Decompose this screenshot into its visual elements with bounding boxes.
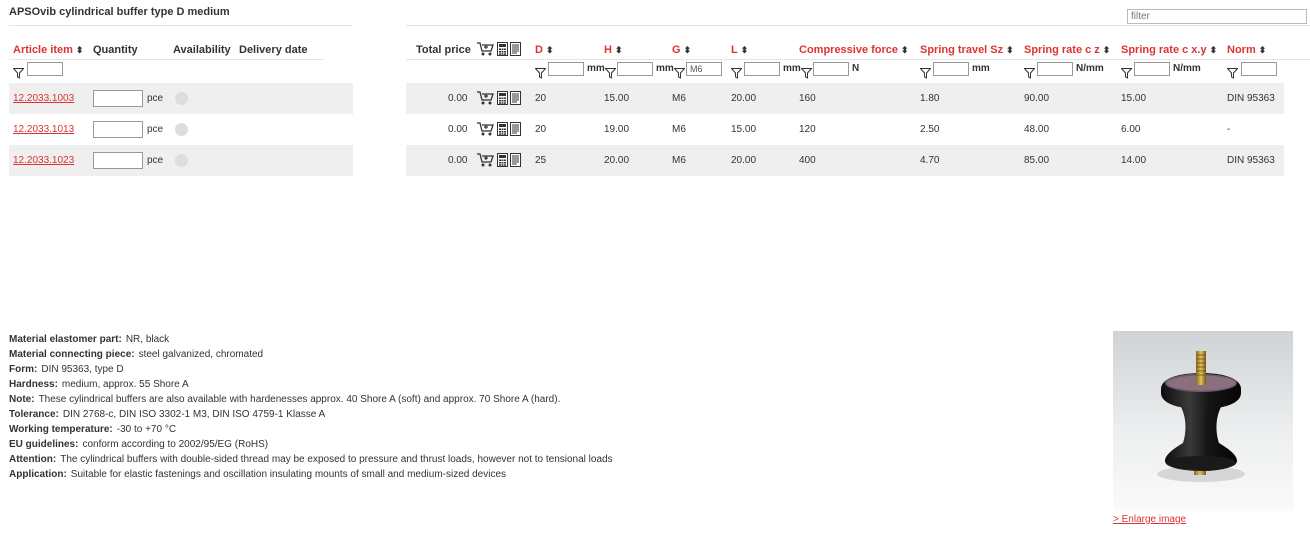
calculator-icon[interactable]: [497, 42, 508, 56]
header-divider: [9, 59, 323, 60]
spec-label: Note:: [9, 394, 35, 405]
cell-l: 20.00: [731, 155, 757, 166]
header-availability: Availability: [173, 44, 231, 56]
spec-line: [9, 362, 613, 377]
spec-line: [9, 452, 613, 467]
unit-mm: mm: [972, 63, 990, 74]
enlarge-image-link[interactable]: > Enlarge image: [1113, 514, 1187, 525]
article-link[interactable]: 12.2033.1013: [13, 124, 75, 135]
availability-dot: [175, 92, 188, 105]
cell-spring-rate-xy: 6.00: [1121, 124, 1141, 135]
funnel-icon[interactable]: [605, 68, 616, 79]
spec-label: Form:: [9, 364, 38, 375]
datasheet-icon[interactable]: [510, 122, 521, 136]
spec-label: Hardness:: [9, 379, 58, 390]
spec-line: [9, 332, 613, 347]
article-link[interactable]: 12.2033.1003: [13, 93, 75, 104]
datasheet-icon[interactable]: [510, 153, 521, 167]
cell-h: 19.00: [604, 124, 630, 135]
datasheet-icon[interactable]: [510, 42, 521, 56]
total-price: 0.00: [448, 124, 468, 135]
spec-value: NR, black: [125, 334, 170, 345]
unit-pce: pce: [147, 93, 164, 104]
row-action-icons: [477, 122, 523, 136]
spec-value: conform according to 2002/95/EG (RoHS): [82, 439, 269, 450]
title-divider: [9, 25, 353, 26]
header-g[interactable]: G ⬍: [672, 44, 692, 56]
cell-spring-travel: 4.70: [920, 155, 940, 166]
global-filter-input[interactable]: [1127, 9, 1307, 24]
spec-line: [9, 422, 613, 437]
sort-icon[interactable]: ⬍: [1102, 45, 1111, 55]
filter-rate-z-input[interactable]: [1037, 62, 1073, 76]
sort-icon[interactable]: ⬍: [75, 45, 84, 55]
cell-h: 20.00: [604, 155, 630, 166]
cell-d: 20: [535, 93, 547, 104]
funnel-icon[interactable]: [1227, 68, 1238, 79]
filter-travel-input[interactable]: [933, 62, 969, 76]
spec-label: Material elastomer part:: [9, 334, 122, 345]
funnel-icon[interactable]: [1121, 68, 1132, 79]
spec-label: Tolerance:: [9, 409, 59, 420]
unit-mm: mm: [783, 63, 801, 74]
availability-dot: [175, 123, 188, 136]
spec-line: [9, 467, 613, 482]
spec-label: Working temperature:: [9, 424, 113, 435]
cell-compressive-force: 400: [799, 155, 816, 166]
spec-line: [9, 347, 613, 362]
datasheet-icon[interactable]: [510, 91, 521, 105]
cell-l: 15.00: [731, 124, 757, 135]
unit-n-per-mm: N/mm: [1173, 63, 1201, 74]
sort-icon[interactable]: ⬍: [1209, 45, 1218, 55]
product-image[interactable]: [1113, 331, 1293, 511]
row-action-icons: [477, 91, 523, 105]
spec-value: The cylindrical buffers with double-sided thread may be exposed to pressure and thrust loads, however not to tensional loads: [60, 454, 613, 465]
cell-spring-rate-z: 90.00: [1024, 93, 1050, 104]
filter-norm-input[interactable]: [1241, 62, 1277, 76]
filter-h-input[interactable]: [617, 62, 653, 76]
header-h[interactable]: H ⬍: [604, 44, 623, 56]
buffer-illustration: [1113, 331, 1293, 511]
header-quantity: Quantity: [93, 44, 138, 56]
cart-icon[interactable]: [477, 122, 495, 136]
cell-spring-travel: 2.50: [920, 124, 940, 135]
availability-dot: [175, 154, 188, 167]
unit-n-per-mm: N/mm: [1076, 63, 1104, 74]
cart-icon[interactable]: [477, 42, 495, 56]
funnel-icon[interactable]: [801, 68, 812, 79]
spec-line: [9, 437, 613, 452]
calculator-icon[interactable]: [497, 91, 508, 105]
spec-value: These cylindrical buffers are also available with hardenesses approx. 40 Shore A (soft) and approx. 70 Shore A (hard).: [38, 394, 561, 405]
filter-l-input[interactable]: [744, 62, 780, 76]
sort-icon[interactable]: ⬍: [1006, 45, 1014, 55]
header-total-price: Total price: [416, 44, 471, 56]
spec-label: Attention:: [9, 454, 57, 465]
product-specs: [9, 332, 613, 482]
article-link[interactable]: 12.2033.1023: [13, 155, 75, 166]
calculator-icon[interactable]: [497, 153, 508, 167]
header-delivery-date: Delivery date: [239, 44, 308, 56]
calculator-icon[interactable]: [497, 122, 508, 136]
unit-mm: mm: [587, 63, 605, 74]
funnel-icon[interactable]: [674, 68, 685, 79]
spec-value: Suitable for elastic fastenings and oscillation insulating mounts of small and medium-sized devices: [70, 469, 507, 480]
spec-label: Material connecting piece:: [9, 349, 135, 360]
spec-value: DIN 95363, type D: [41, 364, 124, 375]
table-divider: [406, 25, 1310, 26]
cell-compressive-force: 120: [799, 124, 816, 135]
filter-d-input[interactable]: [548, 62, 584, 76]
cell-spring-rate-z: 48.00: [1024, 124, 1050, 135]
spec-line: [9, 407, 613, 422]
funnel-icon[interactable]: [731, 68, 742, 79]
cell-h: 15.00: [604, 93, 630, 104]
sort-icon[interactable]: ⬍: [614, 45, 623, 55]
page-title: APSOvib cylindrical buffer type D medium: [9, 6, 230, 18]
spec-value: steel galvanized, chromated: [138, 349, 264, 360]
unit-mm: mm: [656, 63, 674, 74]
cart-icon[interactable]: [477, 91, 495, 105]
header-article-item[interactable]: Article item ⬍: [13, 44, 84, 56]
sort-icon[interactable]: ⬍: [683, 45, 692, 55]
cell-norm: DIN 95363: [1227, 93, 1275, 104]
spec-label: EU guidelines:: [9, 439, 79, 450]
filter-article-input[interactable]: [27, 62, 63, 76]
cart-icon[interactable]: [477, 153, 495, 167]
cell-norm: -: [1227, 124, 1231, 135]
header-l[interactable]: L ⬍: [731, 44, 749, 56]
cell-spring-rate-xy: 14.00: [1121, 155, 1147, 166]
filter-g-input[interactable]: [686, 62, 722, 76]
spec-value: medium, approx. 55 Shore A: [61, 379, 189, 390]
cell-compressive-force: 160: [799, 93, 816, 104]
cell-norm: DIN 95363: [1227, 155, 1275, 166]
header-compressive-force[interactable]: Compressive force ⬍: [799, 44, 909, 56]
header-action-icons: [477, 42, 523, 56]
total-price: 0.00: [448, 155, 468, 166]
header-divider: [406, 59, 1310, 60]
unit-pce: pce: [147, 124, 164, 135]
sort-icon[interactable]: ⬍: [1258, 45, 1267, 55]
funnel-icon[interactable]: [920, 68, 931, 79]
funnel-icon[interactable]: [13, 68, 24, 79]
funnel-icon[interactable]: [535, 68, 546, 79]
spec-value: DIN 2768-c, DIN ISO 3302-1 M3, DIN ISO 4759-1 Klasse A: [62, 409, 326, 420]
filter-compressive-input[interactable]: [813, 62, 849, 76]
spec-line: [9, 392, 613, 407]
funnel-icon[interactable]: [1024, 68, 1035, 79]
spec-value: -30 to +70 °C: [116, 424, 177, 435]
cell-spring-rate-z: 85.00: [1024, 155, 1050, 166]
cell-spring-rate-xy: 15.00: [1121, 93, 1147, 104]
header-norm[interactable]: Norm ⬍: [1227, 44, 1267, 56]
cell-l: 20.00: [731, 93, 757, 104]
header-d[interactable]: D ⬍: [535, 44, 554, 56]
cell-spring-travel: 1.80: [920, 93, 940, 104]
total-price: 0.00: [448, 93, 468, 104]
quantity-input[interactable]: [93, 90, 143, 107]
spec-line: [9, 377, 613, 392]
sort-icon[interactable]: ⬍: [740, 45, 749, 55]
cell-g: M6: [672, 155, 686, 166]
sort-icon[interactable]: ⬍: [545, 45, 554, 55]
filter-rate-xy-input[interactable]: [1134, 62, 1170, 76]
header-spring-rate-xy[interactable]: Spring rate c x.y ⬍: [1121, 44, 1218, 56]
unit-pce: pce: [147, 155, 164, 166]
row-action-icons: [477, 153, 523, 167]
cell-g: M6: [672, 93, 686, 104]
cell-g: M6: [672, 124, 686, 135]
unit-n: N: [852, 63, 860, 74]
sort-icon[interactable]: ⬍: [901, 45, 909, 55]
quantity-input[interactable]: [93, 121, 143, 138]
header-spring-travel[interactable]: Spring travel Sz ⬍: [920, 44, 1014, 56]
spec-label: Application:: [9, 469, 67, 480]
quantity-input[interactable]: [93, 152, 143, 169]
header-spring-rate-z[interactable]: Spring rate c z ⬍: [1024, 44, 1111, 56]
cell-d: 25: [535, 155, 547, 166]
cell-d: 20: [535, 124, 547, 135]
